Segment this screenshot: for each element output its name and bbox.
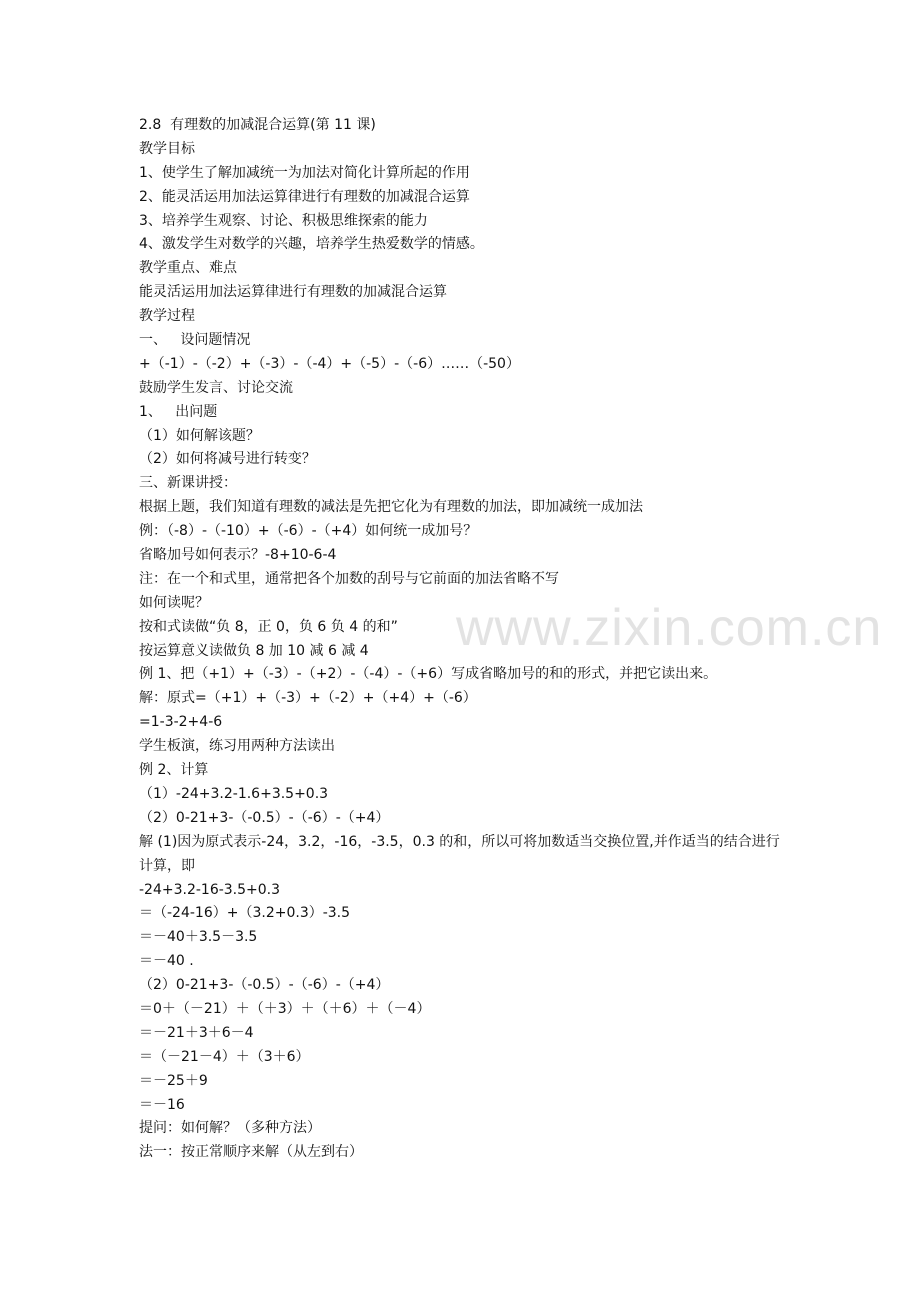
formula-line: +（-1）-（-2）+（-3）-（-4）+（-5）-（-6）……（-50）: [139, 355, 520, 372]
text-line: 一、 设问题情况: [139, 332, 251, 349]
formula-line: ＝0＋（－21）＋（＋3）＋（＋6）＋（－4）: [139, 1000, 431, 1017]
formula-line: ＝（-24-16）+（3.2+0.3）-3.5: [139, 905, 351, 922]
formula-line: ＝－40 .: [139, 953, 194, 970]
watermark: www.zixin.com.cn: [456, 599, 883, 657]
text-line: 1、 出问题: [139, 403, 218, 420]
section-heading: 教学过程: [139, 308, 195, 325]
section-heading: 三、新课讲授：: [139, 475, 237, 492]
text-line: 如何读呢？: [139, 594, 209, 611]
text-line: 注：在一个和式里，通常把各个加数的刮号与它前面的加法省略不写: [139, 570, 559, 587]
section-heading: 教学目标: [139, 140, 195, 157]
text-line: 例：（-8）-（-10）+（-6）-（+4）如何统一成加号？: [139, 523, 478, 540]
text-line: 提问：如何解？（多种方法）: [139, 1120, 321, 1137]
formula-line: ＝－25＋9: [139, 1072, 208, 1089]
formula-line: ＝（－21－4）＋（3＋6）: [139, 1048, 310, 1065]
text-line: 根据上题，我们知道有理数的减法是先把它化为有理数的加法，即加减统一成加法: [139, 499, 643, 516]
objective-item: 3、培养学生观察、讨论、积极思维探索的能力: [139, 212, 428, 229]
text-line: （1）如何解该题？: [139, 427, 260, 444]
objective-item: 4、激发学生对数学的兴趣，培养学生热爱数学的情感。: [139, 236, 484, 253]
text-line: 按运算意义读做负 8 加 10 减 6 减 4: [139, 642, 369, 659]
section-heading: 教学重点、难点: [139, 260, 237, 277]
formula-line: ＝－16: [139, 1096, 185, 1113]
text-line: 例 1、把（+1）+（-3）-（+2）-（-4）-（+6）写成省略加号的和的形式，并把它读出来。: [139, 666, 718, 683]
text-line: 法一：按正常顺序来解（从左到右）: [139, 1144, 363, 1161]
text-line: 例 2、计算: [139, 762, 209, 779]
formula-line: -24+3.2-16-3.5+0.3: [139, 881, 281, 898]
text-paragraph: 解 (1)因为原式表示-24，3.2，-16，-3.5，0.3 的和，所以可将加数适当交换位置,并作适当的结合进行计算，即: [139, 833, 780, 874]
formula-line: =1-3-2+4-6: [139, 714, 223, 731]
formula-line: （1）-24+3.2-1.6+3.5+0.3: [139, 785, 329, 802]
formula-line: 解：原式=（+1）+（-3）+（-2）+（+4）+（-6）: [139, 690, 477, 707]
lesson-title: 2.8 有理数的加减混合运算(第 11 课): [139, 117, 376, 133]
formula-line: （2）0-21+3-（-0.5）-（-6）-（+4）: [139, 977, 390, 994]
text-line: 学生板演，练习用两种方法读出: [139, 738, 335, 755]
document-body: [139, 114, 789, 1165]
formula-line: （2）0-21+3-（-0.5）-（-6）-（+4）: [139, 809, 390, 826]
text-line: 能灵活运用加法运算律进行有理数的加减混合运算: [139, 284, 447, 301]
text-line: 按和式读做“负 8，正 0，负 6 负 4 的和”: [139, 618, 398, 635]
text-line: 省略加号如何表示？-8+10-6-4: [139, 547, 337, 564]
formula-line: ＝－40＋3.5－3.5: [139, 929, 258, 946]
objective-item: 1、使学生了解加减统一为加法对简化计算所起的作用: [139, 164, 470, 181]
text-line: （2）如何将减号进行转变？: [139, 451, 316, 468]
text-line: 鼓励学生发言、讨论交流: [139, 379, 293, 396]
objective-item: 2、能灵活运用加法运算律进行有理数的加减混合运算: [139, 188, 470, 205]
formula-line: ＝－21＋3＋6－4: [139, 1024, 254, 1041]
